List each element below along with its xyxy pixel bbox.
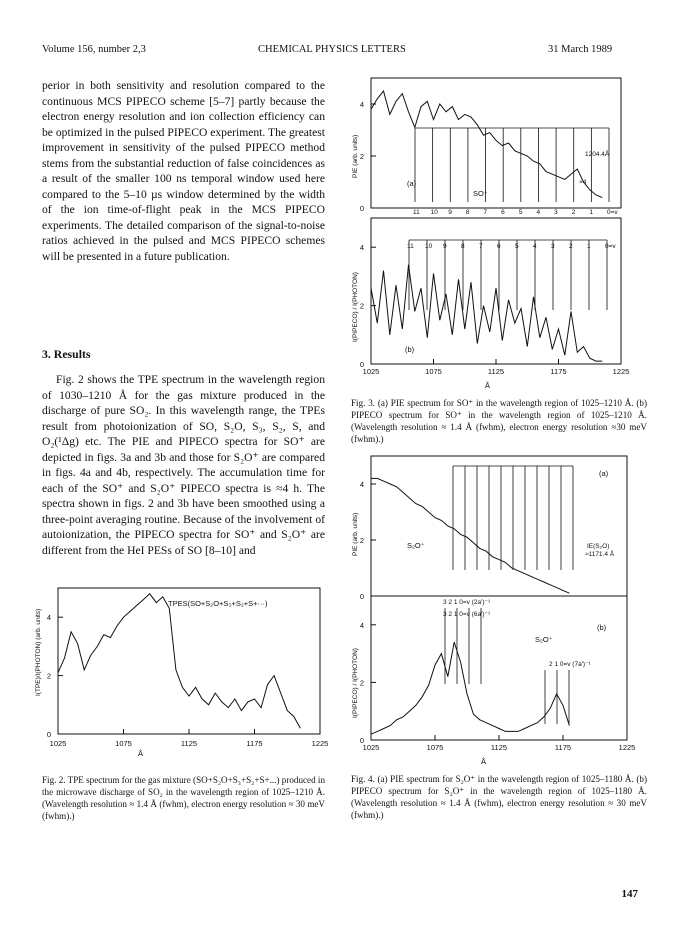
x-tick-label: 1225 <box>618 743 636 752</box>
fig3b-comb-label: 1 <box>587 243 591 250</box>
y-tick-label: 0 <box>359 736 364 745</box>
paragraph-results: Fig. 2 shows the TPE spectrum in the wavelength region of 1030–1210 Å for the gas mixture produced in the discharge of pure SO₂. In this wavelength range, the TPEs result from photoionization of SO, S₂O, S₃, S₂, S, and O₂(¹Δg) etc. The PIE and PIPECO spectra for SO⁺ are depicted in figs. 3a and 3b and those for S₂O⁺ are compared in figs. 4a and 4b, respectively. The accumulation time for each of the SO⁺ and S₂O⁺ PIPECO spectra is ≈4 h. The spectra shown in figs. 2 and 3b have been smoothed using a three-point averaging routine. Because of the involvement of autoionization, the PIPECO spectra for SO⁺ and S₂O⁺ are different from the HeI PESs of SO [8–10] and <box>42 373 325 558</box>
fig2-ylabel: I(TPE)/I(PHOTON) (arb. units) <box>35 608 42 696</box>
fig4-ie-value: ≈1171.4 Å <box>585 551 615 558</box>
fig4-xlabel: Å <box>481 757 487 766</box>
y-tick-label: 4 <box>359 100 364 109</box>
fig2-caption-block <box>42 775 325 823</box>
y-tick-label: 4 <box>359 480 364 489</box>
fig3b-comb-label: 0=v <box>605 243 616 250</box>
x-tick-label: 1125 <box>487 367 505 376</box>
fig4a-series-line <box>371 478 569 593</box>
fig2-legend: TPES(SO+S₂O+S₃+S₂+S+···) <box>168 599 268 608</box>
fig4a-panel-label: (a) <box>599 469 609 478</box>
x-tick-label: 1175 <box>550 367 567 376</box>
fig3-chart <box>345 70 645 400</box>
fig4-chart <box>345 452 645 772</box>
fig3a-series-line <box>371 91 602 198</box>
section-heading: 3. Results <box>42 347 91 361</box>
y-tick-label: 2 <box>359 678 364 688</box>
x-tick-label: 1175 <box>554 743 572 752</box>
fig3b-comb-label: 8 <box>461 243 465 250</box>
fig4b-frame <box>371 596 627 740</box>
figure-3 <box>345 70 645 400</box>
x-tick-label: 1225 <box>311 739 329 748</box>
y-tick-label: 4 <box>359 243 364 253</box>
header-journal: CHEMICAL PHYSICS LETTERS <box>258 44 406 55</box>
x-tick-label: 1075 <box>426 743 444 752</box>
header-date: 31 March 1989 <box>548 44 613 55</box>
y-tick-label: 2 <box>359 536 364 545</box>
fig4-comb2-label: 3 2 1 0=v (6a′)⁻¹ <box>443 611 491 618</box>
fig3-arrow-label: 1204.4Å <box>585 151 610 158</box>
fig2-xlabel: Å <box>138 749 144 758</box>
header-volume: Volume 156, number 2,3 <box>42 44 146 55</box>
fig3-caption: Fig. 3. (a) PIE spectrum for SO⁺ in the wavelength region of 1025–1210 Å. (b) PIPECO spectrum for SO⁺ in the wavelength region of 1025–1210 Å. (Wavelength resolution ≈ 1.4 Å (fwhm), electron energy resolution ≈30 meV (fwhm).) <box>351 398 647 444</box>
y-tick-label: 0 <box>359 592 364 601</box>
fig3a-comb-label: 0=v <box>607 209 618 216</box>
fig4a-frame <box>371 456 627 596</box>
fig3a-comb-label: 3 <box>554 209 558 216</box>
fig3a-frame <box>371 78 621 208</box>
fig3a-comb-label: 1 <box>589 209 593 216</box>
page-number: 147 <box>621 888 638 900</box>
fig3b-comb-label: 7 <box>479 243 483 250</box>
fig2-series-line <box>58 594 300 728</box>
x-tick-label: 1175 <box>246 739 263 748</box>
fig3a-comb-label: 10 <box>430 209 438 216</box>
fig4-caption: Fig. 4. (a) PIE spectrum for S₂O⁺ in the wavelength region of 1025–1180 Å. (b) PIPECO spectrum for S₂O⁺ in the wavelength region of 1025–1180 Å. (Wavelength resolution ≈ 1.4 Å (fwhm), electron energy resolution ≈ 30 meV (fwhm).) <box>351 774 647 820</box>
y-tick-label: 4 <box>359 620 364 630</box>
fig3-caption-block <box>351 398 647 446</box>
y-tick-label: 0 <box>46 730 51 739</box>
fig3a-comb-label: 9 <box>448 209 452 216</box>
y-tick-label: 2 <box>46 671 51 681</box>
y-tick-label: 4 <box>46 613 51 623</box>
left-column <box>42 78 325 265</box>
left-column-results <box>42 372 325 559</box>
fig4a-ion-label: S₂O⁺ <box>407 541 425 550</box>
fig4b-series-line <box>371 642 569 734</box>
fig3b-comb-label: 6 <box>497 243 501 250</box>
fig4-comb1-label: 3 2 1 0=v (2a′)⁻¹ <box>443 599 491 606</box>
x-tick-label: 1125 <box>180 739 198 748</box>
fig3a-comb-label: 7 <box>483 209 488 216</box>
fig3a-comb-label: 8 <box>465 209 470 216</box>
y-tick-label: 0 <box>359 360 364 369</box>
fig3a-comb-label: 2 <box>571 209 576 216</box>
fig3a-comb-label: 11 <box>413 209 420 216</box>
fig4-comb3-label: 2 1 0=v (7a′)⁻¹ <box>549 661 591 668</box>
x-tick-label: 1075 <box>115 739 132 748</box>
fig4-caption-block <box>351 774 647 822</box>
x-tick-label: 1025 <box>49 739 67 748</box>
fig3a-panel-label: (a) <box>407 179 417 188</box>
fig3b-comb-label: 9 <box>443 243 447 250</box>
fig3b-comb-label: 5 <box>515 243 519 250</box>
x-tick-label: 1225 <box>612 367 630 376</box>
y-tick-label: 0 <box>359 204 364 213</box>
paragraph-intro: perior in both sensitivity and resolution compared to the continuous MCS PIPECO scheme [5–7] partly because the electron energy resolution and ion collection efficiency can be optimized in the pulsed PIPECO experiment. The greatest improvement in sensitivity of the pulsed PIPECO method stems from the substantial reduction of false coincidences as a result of the smaller 100 ns temporal window used here compared to the 5–10 µs window determined by the width of the ion time-of-flight peak in the MCS PIPECO experiments. The detailed comparison of the signal-to-noise ratios achieved in the pulsed and MCS PIPECO schemes will be presented in a future publication. <box>42 79 325 264</box>
y-tick-label: 2 <box>359 152 364 161</box>
fig2-chart <box>28 584 328 759</box>
fig3b-comb-label: 4 <box>533 243 537 250</box>
fig3b-comb-label: 3 <box>551 243 555 250</box>
fig4b-ion-label: S₂O⁺ <box>535 635 553 644</box>
fig3a-comb-label: 6 <box>501 209 505 216</box>
fig3b-comb-label: 2 <box>569 243 573 250</box>
fig4b-ylabel: I(PIPECO) / I(PHOTON) <box>352 648 359 718</box>
fig3a-comb-label: 5 <box>518 209 523 216</box>
x-tick-label: 1125 <box>490 743 508 752</box>
fig4-ie-label: IE(S₂O) <box>587 543 610 550</box>
x-tick-label: 1025 <box>362 367 380 376</box>
fig3b-comb-label: 11 <box>407 243 414 250</box>
x-tick-label: 1075 <box>425 367 442 376</box>
fig4a-ylabel: PIE (arb. units) <box>352 512 359 556</box>
fig4b-panel-label: (b) <box>597 623 607 632</box>
fig3b-comb-label: 10 <box>425 243 433 250</box>
fig2-caption: Fig. 2. TPE spectrum for the gas mixture (SO+S₂O+S₃+S₂+S+...) produced in the microwave discharge of SO₂ in the wavelength region of 1025–1210 Å. (Wavelength resolution ≈ 1.4 Å (fwhm), electron energy resolution ≈ 30 meV (fwhm).) <box>42 775 325 821</box>
fig3b-panel-label: (b) <box>405 345 415 354</box>
y-tick-label: 2 <box>359 301 364 311</box>
fig2-frame <box>58 588 320 734</box>
fig3-ion-label: SO⁺ <box>473 189 488 198</box>
fig3a-comb-label: 4 <box>536 209 541 216</box>
fig3-xlabel: Å <box>485 381 491 390</box>
x-tick-label: 1025 <box>362 743 380 752</box>
fig3-scale-label: ×4 <box>579 179 587 186</box>
figure-2 <box>28 584 328 759</box>
fig3a-ylabel: PIE (arb. units) <box>352 134 359 178</box>
fig3b-ylabel: I(PIPECO) / I(PHOTON) <box>352 272 359 342</box>
figure-4 <box>345 452 645 772</box>
